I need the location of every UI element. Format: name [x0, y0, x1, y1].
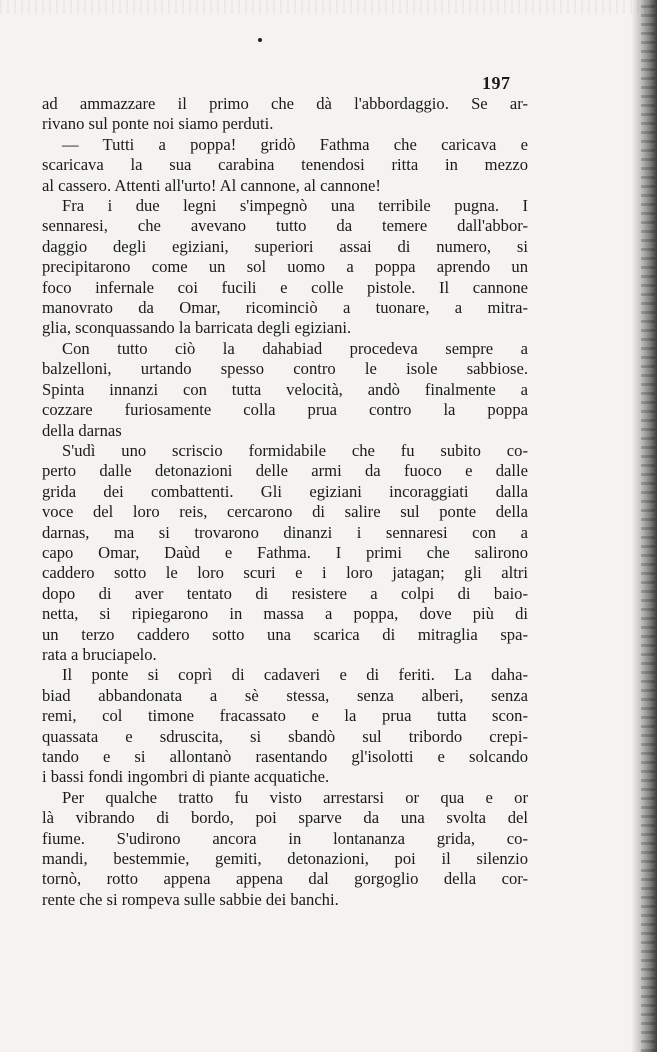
binding-speckles	[641, 0, 655, 1052]
text-line: precipitarono come un sol uomo a poppa aprendo un	[42, 257, 528, 277]
text-line: al cassero. Attenti all'urto! Al cannone, al cannone!	[42, 175, 381, 195]
text-line: netta, si ripiegarono in massa a poppa, dove più di	[42, 604, 528, 624]
text-line: daggio degli egiziani, superiori assai di numero, si	[42, 236, 528, 256]
scan-noise	[0, 0, 657, 14]
text-line: dopo di aver tentato di resistere a colpi di baio-	[42, 583, 528, 603]
text-line: Per qualche tratto fu visto arrestarsi or qua e or	[62, 787, 528, 807]
paragraph-6	[42, 665, 528, 787]
text-line: ad ammazzare il primo che dà l'abbordaggio. Se ar-	[42, 94, 528, 113]
text-line: S'udì uno scriscio formidabile che fu subito co-	[62, 440, 528, 460]
paragraph-3	[42, 196, 528, 339]
page-number: 197	[482, 73, 511, 93]
paragraph-7	[42, 788, 528, 910]
text-line: grida dei combattenti. Gli egiziani incoraggiati dalla	[42, 481, 528, 501]
text-line: voce del loro reis, cercarono di salire sul ponte della	[42, 502, 528, 522]
text-line: rivano sul ponte noi siamo perduti.	[42, 114, 274, 134]
text-line: rente che si rompeva sulle sabbie dei banchi.	[42, 889, 339, 909]
paragraph-4	[42, 339, 528, 441]
text-line: cozzare furiosamente colla prua contro la poppa	[42, 400, 528, 420]
text-line: darnas, ma si trovarono dinanzi i sennaresi con a	[42, 522, 528, 542]
text-line: perto dalle detonazioni delle armi da fuoco e dalle	[42, 461, 528, 481]
text-line: remi, col timone fracassato e la prua tutta scon-	[42, 706, 528, 726]
text-line: biad abbandonata a sè stessa, senza alberi, senza	[42, 685, 528, 705]
paragraph-1	[42, 94, 528, 135]
text-line: della darnas	[42, 420, 122, 440]
text-line: un terzo caddero sotto una scarica di mitraglia spa-	[42, 624, 528, 644]
text-line: sennaresi, che avevano tutto da temere dall'abbor-	[42, 216, 528, 236]
text-line: foco infernale coi fucili e colle pistole. Il cannone	[42, 277, 528, 297]
text-line: quassata e sdruscita, si sbandò sul tribordo crepi-	[42, 726, 528, 746]
text-line: glia, sconquassando la barricata degli egiziani.	[42, 318, 352, 338]
text-line: i bassi fondi ingombri di piante acquatiche.	[42, 767, 330, 787]
text-line: Spinta innanzi con tutta velocità, andò finalmente a	[42, 379, 528, 399]
text-line: Il ponte si coprì di cadaveri e di feriti. La daha-	[62, 665, 528, 685]
text-line: balzelloni, urtando spesso contro le isole sabbiose.	[42, 359, 528, 379]
text-line: caddero sotto le loro scuri e i loro jatagan; gli altri	[42, 563, 528, 583]
text-line: mandi, bestemmie, gemiti, detonazioni, poi il silenzio	[42, 849, 528, 869]
text-line: rata a bruciapelo.	[42, 644, 157, 664]
text-line: — Tutti a poppa! gridò Fathma che caricava e	[62, 134, 528, 154]
text-line: capo Omar, Daùd e Fathma. I primi che salirono	[42, 542, 528, 562]
text-line: là vibrando di bordo, poi sparve da una svolta del	[42, 808, 528, 828]
text-line: tando e si allontanò rasentando gl'isolotti e solcando	[42, 747, 528, 766]
text-line: Fra i due legni s'impegnò una terribile pugna. I	[62, 196, 528, 216]
paragraph-5	[42, 441, 528, 665]
paragraph-2	[42, 135, 528, 196]
text-line: Con tutto ciò la dahabiad procedeva sempre a	[62, 338, 528, 358]
text-line: scaricava la sua carabina tenendosi ritta in mezzo	[42, 155, 528, 175]
ink-dot	[258, 38, 262, 42]
text-line: tornò, rotto appena appena dal gorgoglio della cor-	[42, 869, 528, 889]
body-text	[42, 94, 528, 910]
text-line: fiume. S'udirono ancora in lontananza grida, co-	[42, 828, 528, 848]
text-line: manovrato da Omar, ricominciò a tuonare, a mitra-	[42, 298, 528, 318]
